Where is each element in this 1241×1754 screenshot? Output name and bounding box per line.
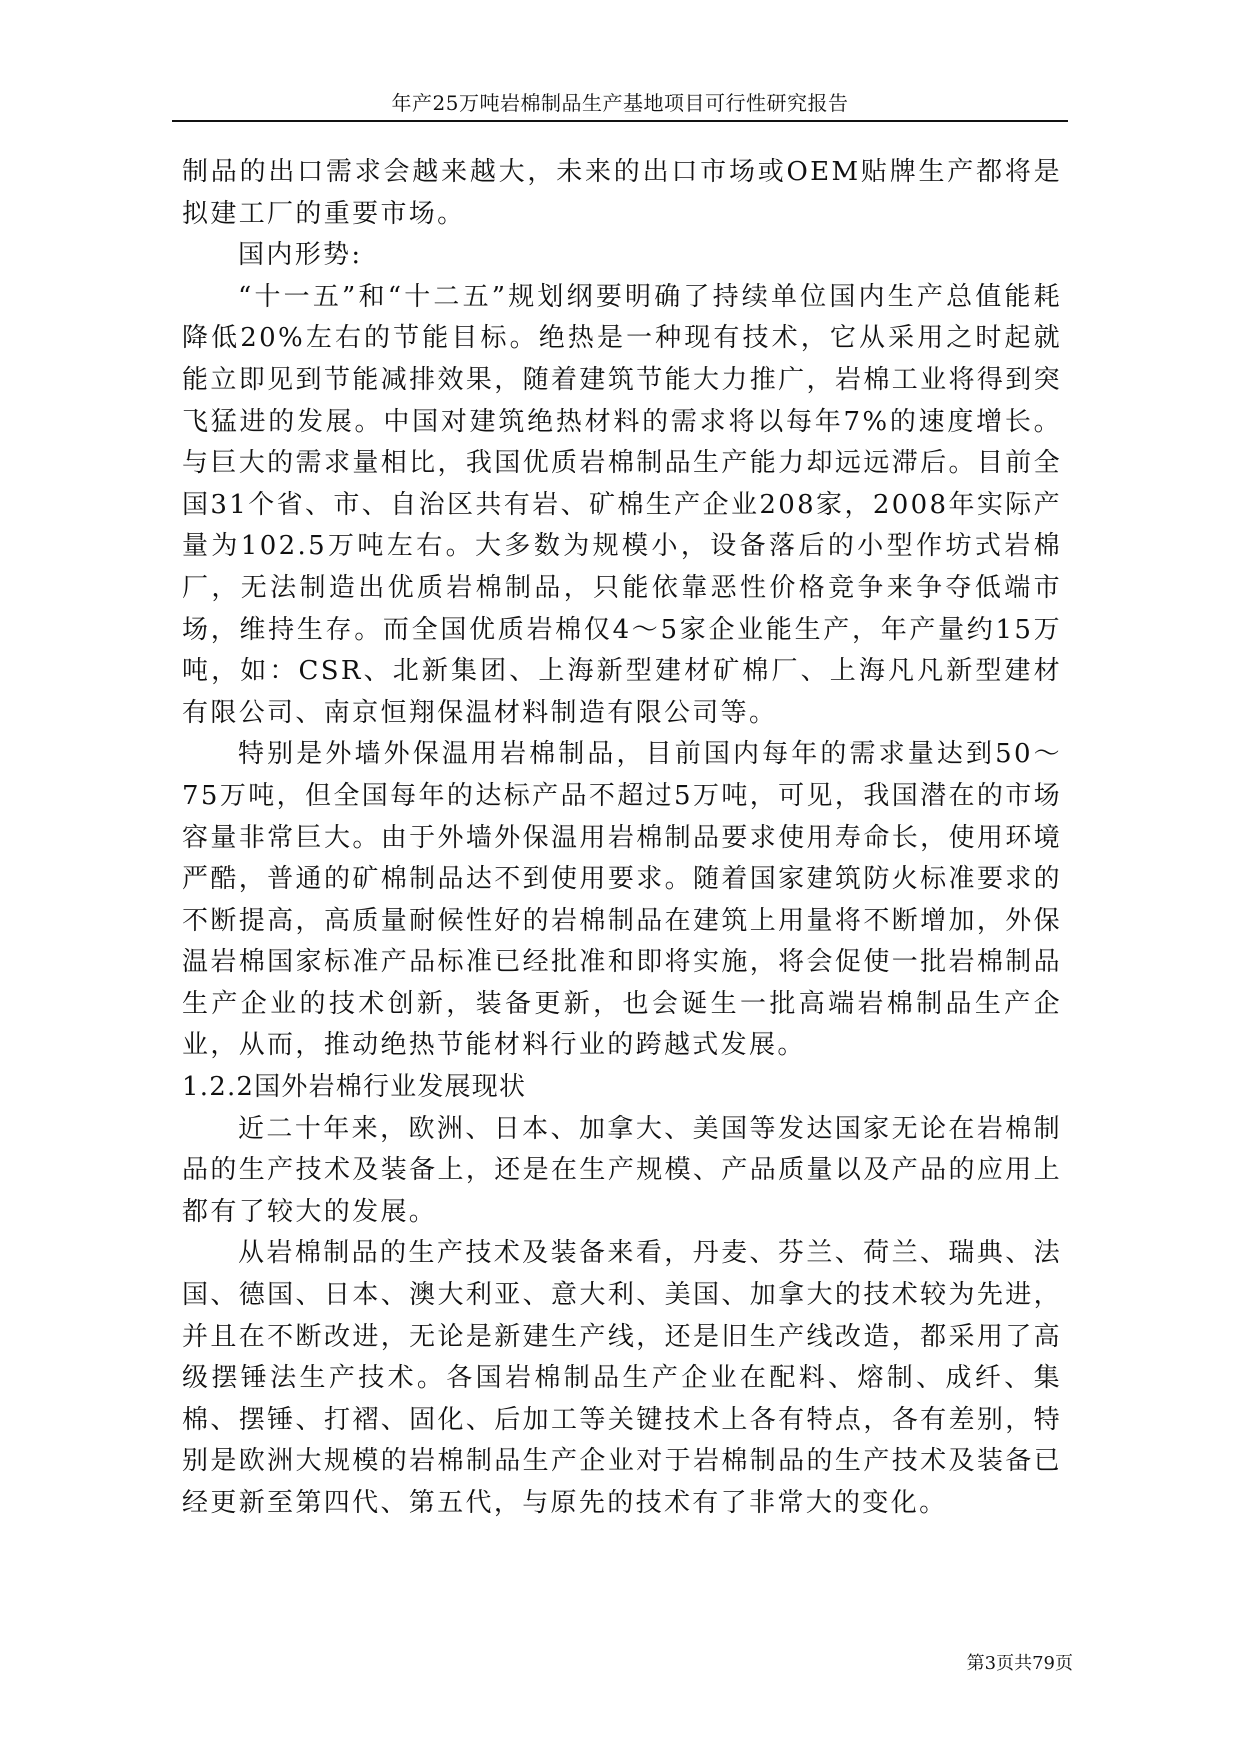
section-heading: 1.2.2国外岩棉行业发展现状: [182, 1072, 527, 1103]
document-body: [182, 152, 1062, 1525]
body-paragraph: 近二十年来，欧洲、日本、加拿大、美国等发达国家无论在岩棉制品的生产技术及装备上，还是在生产规模、产品质量以及产品的应用上都有了较大的发展。: [182, 1113, 1062, 1227]
subsection-label: 国内形势:: [238, 240, 363, 271]
header-divider: [172, 120, 1068, 122]
body-paragraph: “十一五”和“十二五”规划纲要明确了持续单位国内生产总值能耗降低20%左右的节能目标。绝热是一种现有技术，它从采用之时起就能立即见到节能减排效果，随着建筑节能大力推广，岩棉工业将得到突飞猛进的发展。中国对建筑绝热材料的需求将以每年7%的速度增长。与巨大的需求量相比，我国优质岩棉制品生产能力却远远滞后。目前全国31个省、市、自治区共有岩、矿棉生产企业208家，2008年实际产量为102.5万吨左右。大多数为规模小，设备落后的小型作坊式岩棉厂，无法制造出优质岩棉制品，只能依靠恶性价格竞争来争夺低端市场，维持生存。而全国优质岩棉仅4～5家企业能生产，年产量约15万吨，如：CSR、北新集团、上海新型建材矿棉厂、上海凡凡新型建材有限公司、南京恒翔保温材料制造有限公司等。: [182, 281, 1062, 728]
body-paragraph: 从岩棉制品的生产技术及装备来看，丹麦、芬兰、荷兰、瑞典、法国、德国、日本、澳大利亚、意大利、美国、加拿大的技术较为先进，并且在不断改进，无论是新建生产线，还是旧生产线改造，都采用了高级摆锤法生产技术。各国岩棉制品生产企业在配料、熔制、成纤、集棉、摆锤、打褶、固化、后加工等关键技术上各有特点，各有差别，特别是欧洲大规模的岩棉制品生产企业对于岩棉制品的生产技术及装备已经更新至第四代、第五代，与原先的技术有了非常大的变化。: [182, 1238, 1062, 1518]
page-number: 第3页共79页: [966, 1653, 1073, 1674]
body-paragraph: 特别是外墙外保温用岩棉制品，目前国内每年的需求量达到50～75万吨，但全国每年的达标产品不超过5万吨，可见，我国潜在的市场容量非常巨大。由于外墙外保温用岩棉制品要求使用寿命长，使用环境严酷，普通的矿棉制品达不到使用要求。随着国家建筑防火标准要求的不断提高，高质量耐候性好的岩棉制品在建筑上用量将不断增加，外保温岩棉国家标准产品标准已经批准和即将实施，将会促使一批岩棉制品生产企业的技术创新，装备更新，也会诞生一批高端岩棉制品生产企业，从而，推动绝热节能材料行业的跨越式发展。: [182, 739, 1062, 1061]
body-paragraph: 制品的出口需求会越来越大，未来的出口市场或OEM贴牌生产都将是拟建工厂的重要市场。: [182, 157, 1062, 229]
page-header: 年产25万吨岩棉制品生产基地项目可行性研究报告: [391, 91, 849, 115]
